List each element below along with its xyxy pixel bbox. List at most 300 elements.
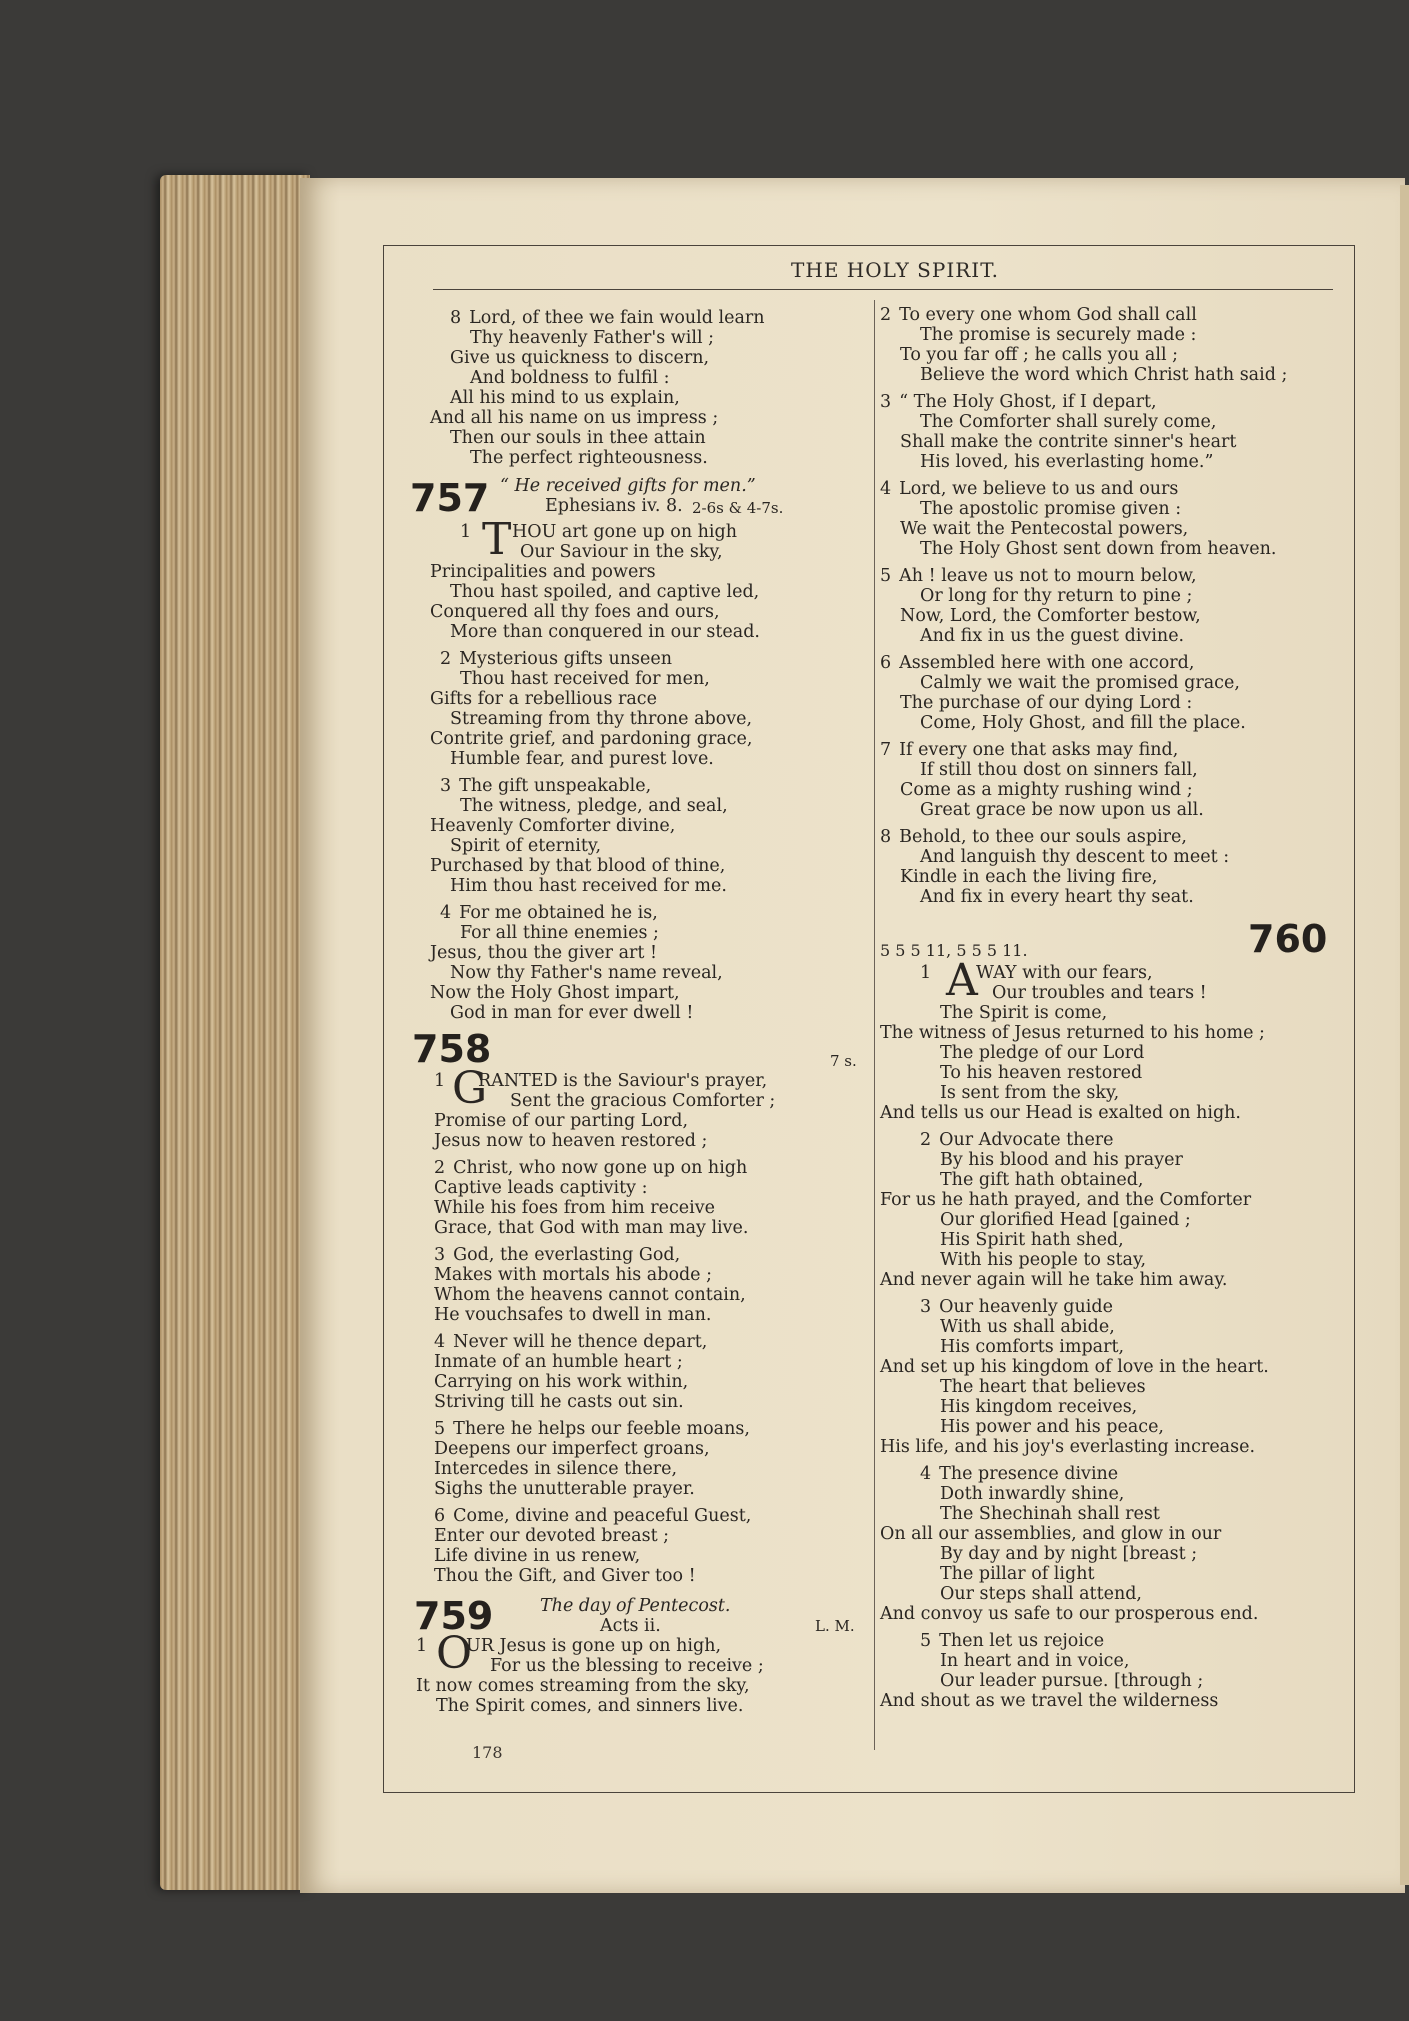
verse-line xyxy=(430,856,870,876)
stanza-gap xyxy=(434,1151,870,1158)
verse-text: Grace, that God with man may live. xyxy=(434,1218,749,1238)
verse-line: Our Saviour in the sky, xyxy=(520,542,723,562)
verse-text: His comforts impart, xyxy=(940,1337,1125,1357)
verse-text: His Spirit hath shed, xyxy=(940,1230,1124,1250)
verse-text: To you far off ; he calls you all ; xyxy=(900,345,1179,365)
stanza-gap xyxy=(880,1290,1335,1297)
verse-text: The Shechinah shall rest xyxy=(940,1504,1160,1524)
verse-text: We wait the Pentecostal powers, xyxy=(900,519,1189,539)
verse-line xyxy=(880,1230,1335,1250)
verse-number: 6 xyxy=(434,1506,446,1526)
verse-text: His loved, his everlasting home.” xyxy=(920,452,1214,472)
verse-line xyxy=(880,519,1335,539)
verse-line: WAY with our fears, xyxy=(976,963,1153,983)
stanza-gap xyxy=(880,646,1335,653)
verse-text: For me obtained he is, xyxy=(459,903,658,923)
verse-line xyxy=(880,713,1335,733)
drop-capital: G xyxy=(452,1063,488,1114)
verse-text: Lord, of thee we fain would learn xyxy=(469,308,765,328)
verse-line xyxy=(434,1506,870,1526)
verse-line xyxy=(434,1218,870,1238)
verse-number: 7 xyxy=(880,740,892,760)
verse-line xyxy=(880,1544,1335,1564)
verse-line xyxy=(880,827,1335,847)
verse-text: The Holy Ghost sent down from heaven. xyxy=(920,539,1277,559)
verse-text: Thou hast spoiled, and captive led, xyxy=(450,582,760,602)
verse-line xyxy=(430,388,870,408)
verse-line xyxy=(430,689,870,709)
verse-text: Or long for thy return to pine ; xyxy=(920,586,1193,606)
verse-line xyxy=(880,1524,1335,1544)
verse-text: Sighs the unutterable prayer. xyxy=(434,1479,695,1499)
verse-line xyxy=(430,428,870,448)
verse-text: Contrite grief, and pardoning grace, xyxy=(430,729,753,749)
left-column xyxy=(410,308,870,1716)
verse-text: Heavenly Comforter divine, xyxy=(430,816,676,836)
verse-text: Our Advocate there xyxy=(939,1130,1114,1150)
verse-line xyxy=(880,539,1335,559)
verse-text: On all our assemblies, and glow in our xyxy=(880,1524,1222,1544)
hymn-number: 757 xyxy=(410,476,490,520)
verse-text: Then our souls in thee attain xyxy=(450,428,706,448)
verse-line xyxy=(430,582,870,602)
verse-number: 1 xyxy=(460,522,472,542)
verse-line xyxy=(434,1439,870,1459)
verse-line xyxy=(434,1372,870,1392)
verse-line xyxy=(434,1566,870,1586)
verse-text: Ah ! leave us not to mourn below, xyxy=(899,566,1197,586)
verse-line xyxy=(430,622,870,642)
verse-line xyxy=(880,479,1335,499)
verse-line xyxy=(880,1270,1335,1290)
verse-text: Jesus, thou the giver art ! xyxy=(430,943,658,963)
hymn-meter: 7 s. xyxy=(830,1052,857,1070)
verse-line xyxy=(434,1265,870,1285)
hymn-757-verse-1-opening xyxy=(460,514,870,565)
verse-text: Striving till he casts out sin. xyxy=(434,1392,684,1412)
verse-line xyxy=(430,963,870,983)
verse-text: For us he hath prayed, and the Comforter xyxy=(880,1190,1252,1210)
hymn-number: 759 xyxy=(414,1594,494,1638)
verse-line xyxy=(434,1352,870,1372)
verse-line xyxy=(434,1245,870,1265)
verse-line xyxy=(434,1285,870,1305)
verse-text: For all thine enemies ; xyxy=(460,923,659,943)
verse-text: And never again will he take him away. xyxy=(880,1270,1228,1290)
verse-line xyxy=(416,1676,870,1696)
verse-text: Gifts for a rebellious race xyxy=(430,689,657,709)
verse-number: 1 xyxy=(920,963,932,983)
verse-line: Our troubles and tears ! xyxy=(992,983,1207,1003)
verse-text: By his blood and his prayer xyxy=(940,1150,1183,1170)
verse-line xyxy=(880,780,1335,800)
verse-line xyxy=(430,749,870,769)
verse-line xyxy=(880,1083,1335,1103)
verse-text: Captive leads captivity : xyxy=(434,1178,648,1198)
verse-text: The purchase of our dying Lord : xyxy=(900,693,1193,713)
verse-text: More than conquered in our stead. xyxy=(450,622,760,642)
verse-text: Come as a mighty rushing wind ; xyxy=(900,780,1193,800)
drop-capital: O xyxy=(436,1628,473,1679)
verse-line xyxy=(434,1332,870,1352)
verse-text: While his foes from him receive xyxy=(434,1198,715,1218)
verse-text: The Comforter shall surely come, xyxy=(920,412,1217,432)
verse-number: 5 xyxy=(920,1631,932,1651)
verse-line: RANTED is the Saviour's prayer, xyxy=(478,1071,768,1091)
verse-text: Humble fear, and purest love. xyxy=(450,749,714,769)
hymn-759-continuation xyxy=(880,305,1335,907)
verse-line xyxy=(880,800,1335,820)
verse-text: Thy heavenly Father's will ; xyxy=(470,328,715,348)
verse-text: The Spirit is come, xyxy=(940,1003,1108,1023)
verse-text: All his mind to us explain, xyxy=(450,388,680,408)
stanza-gap xyxy=(434,1238,870,1245)
verse-line xyxy=(880,1397,1335,1417)
drop-capital: A xyxy=(946,955,978,1006)
verse-line xyxy=(880,452,1335,472)
verse-line xyxy=(880,693,1335,713)
verse-line xyxy=(880,1671,1335,1691)
verse-line xyxy=(880,740,1335,760)
hymn-759-body xyxy=(416,1676,870,1716)
verse-text: It now comes streaming from the sky, xyxy=(416,1676,750,1696)
drop-capital: T xyxy=(482,514,512,565)
verse-text: Shall make the contrite sinner's heart xyxy=(900,432,1237,452)
verse-line: Sent the gracious Comforter ; xyxy=(510,1091,776,1111)
verse-line xyxy=(430,368,870,388)
verse-text: And fix in every heart thy seat. xyxy=(920,887,1194,907)
verse-line xyxy=(434,1111,870,1131)
stanza-gap xyxy=(430,896,870,903)
verse-number: 4 xyxy=(440,903,452,923)
verse-text: Is sent from the sky, xyxy=(940,1083,1120,1103)
verse-line: UR Jesus is gone up on high, xyxy=(466,1636,722,1656)
verse-text: “ The Holy Ghost, if I depart, xyxy=(899,392,1157,412)
verse-line xyxy=(880,1504,1335,1524)
book-page-edges xyxy=(160,175,310,1890)
verse-text: The perfect righteousness. xyxy=(470,448,708,468)
verse-text: Our steps shall attend, xyxy=(940,1584,1142,1604)
stanza-gap xyxy=(434,1499,870,1506)
verse-line xyxy=(430,729,870,749)
verse-text: And boldness to fulfil : xyxy=(470,368,670,388)
verse-text: To every one whom God shall call xyxy=(899,305,1197,325)
verse-line xyxy=(880,1150,1335,1170)
verse-line xyxy=(434,1178,870,1198)
verse-text: The pillar of light xyxy=(940,1564,1095,1584)
verse-text: With us shall abide, xyxy=(940,1317,1115,1337)
stanza-gap xyxy=(430,642,870,649)
verse-line xyxy=(880,305,1335,325)
hymn-758-body xyxy=(434,1111,870,1586)
verse-text: His power and his peace, xyxy=(940,1417,1164,1437)
verse-line xyxy=(434,1546,870,1566)
verse-text: Principalities and powers xyxy=(430,562,656,582)
verse-text: The gift unspeakable, xyxy=(459,776,652,796)
verse-line xyxy=(880,1691,1335,1711)
verse-text: Our heavenly guide xyxy=(939,1297,1113,1317)
verse-text: In heart and in voice, xyxy=(940,1651,1130,1671)
verse-number: 8 xyxy=(880,827,892,847)
hymn-number: 758 xyxy=(412,1027,492,1071)
verse-line xyxy=(430,709,870,729)
verse-text: The apostolic promise given : xyxy=(920,499,1182,519)
verse-line xyxy=(880,432,1335,452)
verse-text: And tells us our Head is exalted on high. xyxy=(880,1103,1241,1123)
verse-line xyxy=(880,345,1335,365)
verse-number: 5 xyxy=(880,566,892,586)
page-number: 178 xyxy=(472,1743,503,1762)
verse-text: Assembled here with one accord, xyxy=(899,653,1195,673)
verse-line: HOU art gone up on high xyxy=(512,522,737,542)
verse-line xyxy=(880,1417,1335,1437)
verse-line xyxy=(880,1170,1335,1190)
verse-line xyxy=(880,566,1335,586)
verse-line xyxy=(416,1696,870,1716)
verse-line xyxy=(434,1198,870,1218)
verse-line xyxy=(880,1464,1335,1484)
verse-text: The witness of Jesus returned to his home ; xyxy=(880,1023,1265,1043)
verse-number: 3 xyxy=(880,392,892,412)
header-rule xyxy=(433,289,1333,290)
verse-number: 3 xyxy=(440,776,452,796)
verse-text: With his people to stay, xyxy=(940,1250,1147,1270)
right-column xyxy=(880,305,1335,1711)
stanza-gap xyxy=(880,820,1335,827)
verse-line xyxy=(880,365,1335,385)
verse-line xyxy=(430,602,870,622)
verse-text: Behold, to thee our souls aspire, xyxy=(899,827,1187,847)
verse-text: And all his name on us impress ; xyxy=(430,408,719,428)
verse-line xyxy=(430,328,870,348)
stanza-gap xyxy=(880,559,1335,566)
hymn-meter: 5 5 5 11, 5 5 5 11. xyxy=(880,941,1028,960)
stanza-gap xyxy=(430,769,870,776)
verse-text: His kingdom receives, xyxy=(940,1397,1138,1417)
verse-line xyxy=(434,1526,870,1546)
verse-line xyxy=(880,325,1335,345)
stanza-gap xyxy=(434,1325,870,1332)
verse-line xyxy=(430,308,870,328)
verse-line xyxy=(880,673,1335,693)
verse-line xyxy=(880,1484,1335,1504)
verse-line xyxy=(880,1604,1335,1624)
verse-number: 3 xyxy=(920,1297,932,1317)
verse-line xyxy=(880,1437,1335,1457)
verse-line xyxy=(880,1297,1335,1317)
verse-line xyxy=(430,836,870,856)
scripture-reference: Acts ii. xyxy=(600,1616,661,1636)
hymn-meter: L. M. xyxy=(815,1617,855,1635)
verse-line xyxy=(430,876,870,896)
verse-number: 4 xyxy=(434,1332,446,1352)
verse-text: Streaming from thy throne above, xyxy=(450,709,753,729)
verse-line xyxy=(880,1651,1335,1671)
verse-text: And shout as we travel the wilderness xyxy=(880,1691,1219,1711)
verse-line xyxy=(880,1564,1335,1584)
verse-line xyxy=(430,448,870,468)
hymn-758-header xyxy=(412,1027,870,1071)
verse-text: He vouchsafes to dwell in man. xyxy=(434,1305,712,1325)
verse-line xyxy=(880,392,1335,412)
stanza-gap xyxy=(880,472,1335,479)
verse-line xyxy=(880,847,1335,867)
verse-line xyxy=(434,1392,870,1412)
stanza-gap xyxy=(880,1123,1335,1130)
verse-text: Believe the word which Christ hath said ; xyxy=(920,365,1288,385)
verse-line xyxy=(880,1584,1335,1604)
hymn-756-continuation xyxy=(430,308,870,468)
verse-text: God, the everlasting God, xyxy=(453,1245,681,1265)
verse-number: 1 xyxy=(416,1636,428,1656)
verse-line xyxy=(880,1631,1335,1651)
verse-number: 2 xyxy=(920,1130,932,1150)
verse-line xyxy=(880,867,1335,887)
verse-text: Him thou hast received for me. xyxy=(450,876,727,896)
verse-line xyxy=(880,887,1335,907)
verse-line xyxy=(880,1190,1335,1210)
verse-line xyxy=(880,1337,1335,1357)
verse-text: Thou hast received for men, xyxy=(460,669,710,689)
verse-number: 1 xyxy=(434,1071,446,1091)
verse-line xyxy=(430,943,870,963)
facing-page-edge xyxy=(1400,185,1409,1885)
verse-text: Never will he thence depart, xyxy=(453,1332,708,1352)
verse-text: And languish thy descent to meet : xyxy=(920,847,1230,867)
hymn-758-verse-1-opening xyxy=(430,1063,870,1114)
verse-text: If still thou dost on sinners fall, xyxy=(920,760,1198,780)
stanza-gap xyxy=(880,733,1335,740)
verse-text: Mysterious gifts unseen xyxy=(459,649,672,669)
hymn-title: “ He received gifts for men.” xyxy=(500,476,756,496)
verse-line xyxy=(880,1003,1335,1023)
hymn-757-body xyxy=(430,562,870,1023)
verse-text: Now, Lord, the Comforter bestow, xyxy=(900,606,1201,626)
verse-text: Deepens our imperfect groans, xyxy=(434,1439,710,1459)
verse-line xyxy=(434,1131,870,1151)
verse-line xyxy=(430,1003,870,1023)
verse-number: 5 xyxy=(434,1419,446,1439)
hymn-759-verse-1-opening xyxy=(416,1628,870,1679)
verse-line xyxy=(880,626,1335,646)
verse-line xyxy=(430,923,870,943)
stanza-gap xyxy=(880,385,1335,392)
verse-number: 4 xyxy=(880,479,892,499)
verse-text: Intercedes in silence there, xyxy=(434,1459,678,1479)
verse-line xyxy=(430,408,870,428)
verse-text: Now thy Father's name reveal, xyxy=(450,963,723,983)
verse-line: For us the blessing to receive ; xyxy=(490,1656,764,1676)
verse-line xyxy=(880,1023,1335,1043)
verse-text: The pledge of our Lord xyxy=(940,1043,1145,1063)
verse-text: Promise of our parting Lord, xyxy=(434,1111,689,1131)
verse-text: Whom the heavens cannot contain, xyxy=(434,1285,746,1305)
hymn-number: 760 xyxy=(1248,917,1328,961)
verse-line xyxy=(880,1043,1335,1063)
verse-text: Now the Holy Ghost impart, xyxy=(430,983,680,1003)
verse-text: Then let us rejoice xyxy=(939,1631,1105,1651)
verse-text: By day and by night [breast ; xyxy=(940,1544,1198,1564)
verse-line xyxy=(434,1459,870,1479)
verse-text: The presence divine xyxy=(939,1464,1119,1484)
verse-text: Great grace be now upon us all. xyxy=(920,800,1204,820)
verse-text: The gift hath obtained, xyxy=(940,1170,1144,1190)
verse-line xyxy=(430,903,870,923)
verse-number: 6 xyxy=(880,653,892,673)
verse-text: Enter our devoted breast ; xyxy=(434,1526,670,1546)
verse-text: To his heaven restored xyxy=(940,1063,1143,1083)
verse-line xyxy=(430,562,870,582)
verse-text: Kindle in each the living fire, xyxy=(900,867,1158,887)
verse-text: Come, divine and peaceful Guest, xyxy=(453,1506,752,1526)
verse-line xyxy=(880,1063,1335,1083)
verse-text: Purchased by that blood of thine, xyxy=(430,856,726,876)
verse-text: There he helps our feeble moans, xyxy=(453,1419,750,1439)
verse-text: The promise is securely made : xyxy=(920,325,1197,345)
verse-text: The heart that believes xyxy=(940,1377,1146,1397)
verse-line xyxy=(880,1357,1335,1377)
verse-line xyxy=(434,1479,870,1499)
verse-number: 4 xyxy=(920,1464,932,1484)
verse-number: 3 xyxy=(434,1245,446,1265)
verse-text: And set up his kingdom of love in the heart. xyxy=(880,1357,1269,1377)
verse-number: 2 xyxy=(434,1158,446,1178)
verse-line xyxy=(880,606,1335,626)
verse-text: Calmly we wait the promised grace, xyxy=(920,673,1240,693)
verse-text: Carrying on his work within, xyxy=(434,1372,689,1392)
stanza-gap xyxy=(880,1457,1335,1464)
verse-line xyxy=(880,1210,1335,1230)
verse-line xyxy=(880,760,1335,780)
verse-line xyxy=(430,776,870,796)
verse-text: Jesus now to heaven restored ; xyxy=(434,1131,708,1151)
verse-text: His life, and his joy's everlasting increase. xyxy=(880,1437,1256,1457)
verse-text: Lord, we believe to us and ours xyxy=(899,479,1179,499)
verse-text: Our glorified Head [gained ; xyxy=(940,1210,1191,1230)
verse-line xyxy=(430,649,870,669)
verse-text: Christ, who now gone up on high xyxy=(453,1158,748,1178)
verse-line xyxy=(430,669,870,689)
verse-text: The witness, pledge, and seal, xyxy=(460,796,728,816)
verse-text: God in man for ever dwell ! xyxy=(450,1003,694,1023)
verse-line xyxy=(880,412,1335,432)
hymn-760-body xyxy=(880,1003,1335,1711)
stanza-gap xyxy=(434,1412,870,1419)
verse-line xyxy=(430,816,870,836)
hymn-meter: 2-6s & 4-7s. xyxy=(692,499,784,517)
verse-text: Doth inwardly shine, xyxy=(940,1484,1125,1504)
verse-text: Makes with mortals his abode ; xyxy=(434,1265,713,1285)
verse-number: 2 xyxy=(440,649,452,669)
verse-line xyxy=(434,1158,870,1178)
verse-text: The Spirit comes, and sinners live. xyxy=(436,1696,744,1716)
verse-line xyxy=(880,586,1335,606)
running-head: THE HOLY SPIRIT. xyxy=(791,258,999,282)
verse-line xyxy=(434,1419,870,1439)
verse-text: Conquered all thy foes and ours, xyxy=(430,602,720,622)
verse-number: 2 xyxy=(880,305,892,325)
verse-text: Our leader pursue. [through ; xyxy=(940,1671,1204,1691)
hymn-760-verse-1-opening xyxy=(880,955,1335,1006)
verse-text: Life divine in us renew, xyxy=(434,1546,641,1566)
hymn-title: The day of Pentecost. xyxy=(540,1596,731,1616)
verse-text: Come, Holy Ghost, and fill the place. xyxy=(920,713,1246,733)
verse-text: Inmate of an humble heart ; xyxy=(434,1352,683,1372)
verse-text: And convoy us safe to our prosperous end. xyxy=(880,1604,1259,1624)
verse-text: And fix in us the guest divine. xyxy=(920,626,1185,646)
verse-line xyxy=(880,1103,1335,1123)
verse-line xyxy=(880,1377,1335,1397)
